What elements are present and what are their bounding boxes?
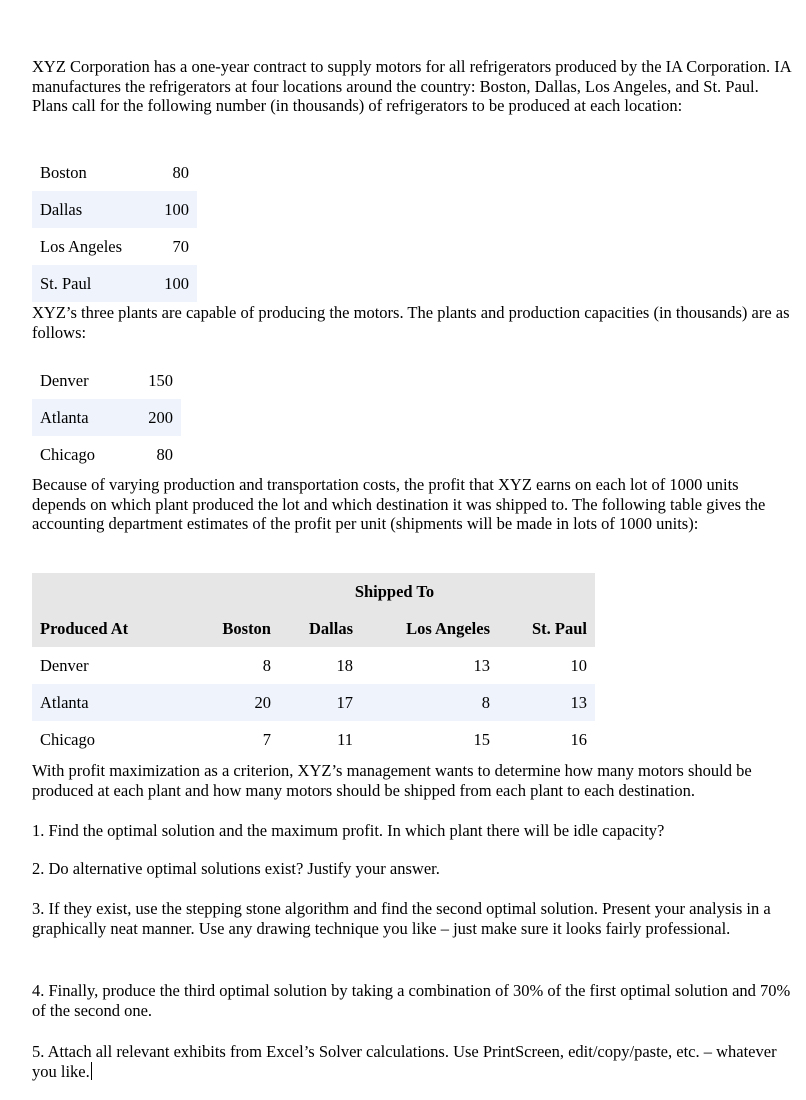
table-row [32,647,595,684]
question-2: 2. Do alternative optimal solutions exist? Justify your answer. [32,859,440,878]
question-4: 4. Finally, produce the third optimal solution by taking a combination of 30% of the first optimal solution and 70% of the second one. [32,981,791,1020]
empty-header-cell [32,573,194,610]
capacity-plant: Chicago [40,444,95,464]
profit-cell: 13 [570,692,587,712]
table-row [32,191,197,228]
column-header-boston: Boston [194,610,279,647]
profit-cell: 13 [473,655,490,675]
profit-cell: 17 [336,692,353,712]
table-row [32,265,197,302]
table-row [32,399,181,436]
capacity-value: 150 [148,370,173,390]
column-header-st-paul: St. Paul [498,610,595,647]
produced-at-header: Produced At [32,610,194,647]
text-cursor [91,1062,93,1080]
question-3: 3. If they exist, use the stepping stone algorithm and find the second optimal solution. Present your analysis in a graphically neat manner. Use any drawing technique you like – just make sure it looks fairly professional. [32,899,771,938]
table-row [32,684,595,721]
question-5[interactable] [32,1042,792,1081]
profit-cell: 10 [570,655,587,675]
column-header-dallas: Dallas [279,610,361,647]
row-plant: Atlanta [40,692,89,712]
criterion-paragraph: With profit maximization as a criterion, XYZ’s management wants to determine how many motors should be produced at each plant and how many motors should be shipped from each plant to each destination. [32,761,752,800]
column-header-los-angeles: Los Angeles [361,610,498,647]
row-plant: Denver [40,655,89,675]
demand-value: 80 [172,162,189,182]
table-row [32,721,595,758]
profit-cell: 18 [336,655,353,675]
shipped-to-header: Shipped To [194,573,595,610]
table-row [32,154,197,191]
question-5-text: 5. Attach all relevant exhibits from Excel’s Solver calculations. Use PrintScreen, edit/copy/paste, etc. – whatever you like. [32,1042,777,1081]
capacity-value: 200 [148,407,173,427]
table-row [32,436,181,473]
demand-location: Los Angeles [40,236,123,256]
table-row [32,610,595,647]
question-1: 1. Find the optimal solution and the maximum profit. In which plant there will be idle capacity? [32,821,665,840]
profit-cell: 7 [262,729,271,749]
table-row [32,362,181,399]
profit-cell: 8 [481,692,490,712]
profit-paragraph: Because of varying production and transportation costs, the profit that XYZ earns on each lot of 1000 units depends on which plant produced the lot and which destination it was shipped to. The following table gives the accounting department estimates of the profit per unit (shipments will be made in lots of 1000 units): [32,475,766,533]
demand-value: 100 [164,273,189,293]
capacity-table [32,362,181,473]
profit-cell: 20 [254,692,271,712]
plants-paragraph: XYZ’s three plants are capable of producing the motors. The plants and production capacities (in thousands) are as follows: [32,303,790,342]
table-row [32,228,197,265]
demand-table [32,154,197,302]
intro-paragraph: XYZ Corporation has a one-year contract to supply motors for all refrigerators produced by the IA Corporation. IA manufactures the refrigerators at four locations around the country: Boston, Dallas, Los Angeles, and St. Paul. Plans call for the following number (in thousands) of refrigerators to be produced at each location: [32,57,791,115]
capacity-plant: Atlanta [40,407,89,427]
demand-location: Boston [40,162,87,182]
profit-cell: 15 [473,729,490,749]
row-plant: Chicago [40,729,95,749]
table-row [32,573,595,610]
profit-cell: 8 [262,655,271,675]
demand-value: 100 [164,199,189,219]
capacity-plant: Denver [40,370,89,390]
demand-value: 70 [172,236,189,256]
demand-location: St. Paul [40,273,92,293]
profit-cell: 16 [570,729,587,749]
demand-location: Dallas [40,199,83,219]
profit-table [32,573,595,758]
profit-cell: 11 [337,729,353,749]
capacity-value: 80 [156,444,173,464]
